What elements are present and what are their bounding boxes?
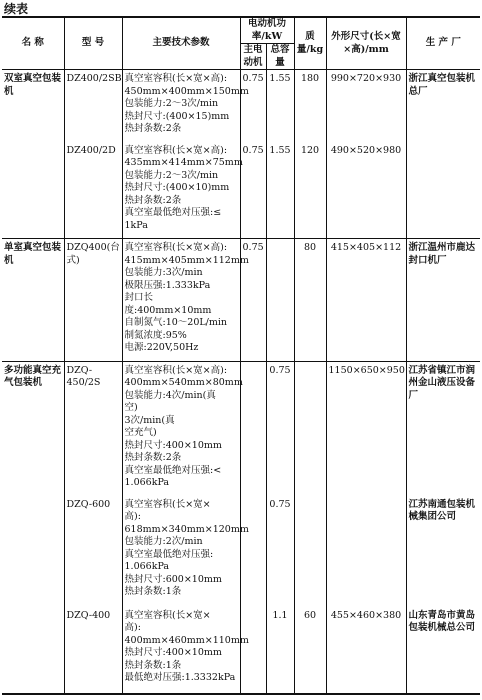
spec-line: 真空室容积(长×宽×高): — [124, 242, 228, 253]
spec-line: 400mm×460mm×110mm — [124, 634, 249, 646]
spec-line: 真空室最低绝对压强:≤ — [124, 207, 222, 218]
cell-total-capacity: 0.75 — [266, 361, 294, 496]
spec-line: 自制氮气:10～20L/min — [124, 317, 228, 328]
header-main-motor: 主电动机 — [240, 44, 266, 70]
cell-model: DZ400/2SB — [64, 70, 122, 142]
spec-line: 618mm×340mm×120mm — [124, 523, 249, 535]
header-name: 名 称 — [21, 37, 44, 49]
cell-name — [2, 142, 64, 239]
spec-line: 真空室最低绝对压强: — [124, 548, 214, 560]
spec-line: 真空室容积(长×宽×高): — [124, 144, 228, 156]
header-specs: 主要技术参数 — [122, 17, 240, 70]
spec-line: 热封尺寸:400×10mm — [124, 439, 222, 451]
spec-line: 最低绝对压强:1.3332kPa — [124, 672, 236, 683]
spec-line: 1kPa — [124, 219, 148, 231]
spec-line: 包装能力:3次/min — [124, 267, 203, 278]
cell-dimensions: 1150×650×950 — [326, 361, 406, 496]
cell-model: DZ400/2D — [64, 142, 122, 239]
cell-specs — [122, 496, 249, 607]
spec-line: 热封条数:1条 — [124, 586, 182, 597]
spec-line: 热封尺寸:(400×10)mm — [124, 182, 230, 193]
header-manufacturer: 生 产 厂 — [406, 17, 480, 70]
cell-total-capacity — [266, 239, 294, 362]
cell-main-motor: 0.75 — [240, 239, 266, 362]
spec-line: 热封尺寸:600×10mm — [124, 573, 222, 585]
header-motor-power: 电动机功率/kW — [240, 17, 294, 44]
cell-manufacturer — [406, 142, 480, 239]
spec-line: 高): — [124, 511, 141, 522]
cell-main-motor: 0.75 — [240, 70, 266, 142]
cell-manufacturer: 浙江真空包装机总厂 — [406, 70, 480, 142]
cell-dimensions — [326, 496, 406, 607]
cell-specs — [122, 142, 243, 239]
table-row — [2, 142, 480, 239]
spec-line: 热封条数:2条 — [124, 452, 182, 463]
cell-specs — [122, 361, 243, 496]
continuation-label: 续表 — [4, 2, 29, 16]
cell-mass: 180 — [294, 70, 326, 142]
table-row — [2, 239, 480, 362]
cell-model: DZQ-450/2S — [64, 361, 122, 496]
cell-mass: 120 — [294, 142, 326, 239]
spec-line: 高): — [124, 622, 141, 633]
cell-mass: 60 — [294, 607, 326, 694]
spec-line: 真空室容积(长×宽×高): — [124, 364, 228, 376]
spec-line: 热封条数:2条 — [124, 123, 182, 134]
spec-line: 热封条数:1条 — [124, 659, 182, 671]
spec-line: 400mm×540mm×80mm — [124, 377, 243, 388]
cell-main-motor: 0.75 — [240, 142, 266, 239]
cell-name — [2, 607, 64, 694]
spec-line: 热封尺寸:(400×15)mm — [124, 110, 230, 122]
spec-line: 真空室最低绝对压强:< — [124, 464, 222, 476]
cell-name — [2, 496, 64, 607]
table-body — [2, 70, 480, 694]
cell-model: DZQ-600 — [64, 496, 122, 607]
cell-manufacturer: 浙江温州市鹿达封口机厂 — [406, 239, 480, 362]
cell-model: DZQ-400 — [64, 607, 122, 694]
cell-total-capacity: 1.1 — [266, 607, 294, 694]
cell-mass — [294, 361, 326, 496]
cell-total-capacity: 0.75 — [266, 496, 294, 607]
cell-mass — [294, 496, 326, 607]
spec-line: 真空室容积(长×宽× — [124, 609, 211, 621]
spec-line: 真空室容积(长×宽×高): — [124, 73, 228, 84]
spec-line: 封口长度:400mm×10mm — [124, 292, 212, 316]
cell-specs — [122, 70, 249, 142]
table-row — [2, 70, 480, 142]
cell-dimensions: 990×720×930 — [326, 70, 406, 142]
spec-line: 包装能力:4次/min(真 — [124, 389, 216, 401]
spec-line: 包装能力:2次/min — [124, 536, 203, 547]
spec-line: 真空室容积(长×宽× — [124, 498, 211, 510]
table-row — [2, 361, 480, 496]
table-row — [2, 496, 480, 607]
cell-manufacturer: 江苏省镇江市润州金山液压设备厂 — [406, 361, 480, 496]
spec-line: 435mm×414mm×75mm — [124, 157, 243, 168]
cell-dimensions: 490×520×980 — [326, 142, 406, 239]
spec-line: 1.066kPa — [124, 477, 170, 488]
cell-specs — [122, 607, 249, 694]
header-total-capacity: 总容量 — [266, 44, 294, 70]
header-dimensions: 外形尺寸(长×宽×高)/mm — [326, 17, 406, 70]
spec-line: 电源:220V,50Hz — [124, 342, 199, 353]
equipment-table — [2, 16, 480, 695]
spec-line: 热封条数:2条 — [124, 194, 182, 206]
spec-line: 包装能力:2～3次/min — [124, 98, 219, 109]
cell-main-motor — [240, 607, 266, 694]
cell-dimensions: 415×405×112 — [326, 239, 406, 362]
cell-name: 单室真空包装机 — [2, 239, 64, 362]
spec-line: 制氮浓度:95% — [124, 329, 187, 341]
spec-line: 450mm×400mm×150mm — [124, 85, 249, 97]
spec-line: 热封尺寸:400×10mm — [124, 647, 222, 658]
cell-manufacturer: 江苏南通包装机械集团公司 — [406, 496, 480, 607]
cell-model: DZQ400(台式) — [64, 239, 122, 362]
cell-mass: 80 — [294, 239, 326, 362]
spec-line: 极限压强:1.333kPa — [124, 279, 211, 291]
cell-dimensions: 455×460×380 — [326, 607, 406, 694]
cell-main-motor — [240, 496, 266, 607]
cell-total-capacity: 1.55 — [266, 70, 294, 142]
header-mass: 质量/kg — [294, 17, 326, 70]
cell-manufacturer: 山东青岛市黄岛包装机械总公司 — [406, 607, 480, 694]
spec-line: 3次/min(真 — [124, 414, 175, 426]
cell-name: 双室真空包装机 — [4, 73, 62, 97]
spec-line: 415mm×405mm×112mm — [124, 254, 249, 266]
header-model: 型 号 — [64, 17, 122, 70]
spec-line: 空充气) — [124, 427, 157, 438]
spec-line: 1.066kPa — [124, 561, 170, 572]
cell-name: 多功能真空充气包装机 — [2, 361, 64, 496]
spec-line: 空) — [124, 402, 138, 413]
spec-line: 包装能力:2～3次/min — [124, 169, 219, 181]
cell-specs — [122, 239, 249, 362]
cell-main-motor — [240, 361, 266, 496]
cell-total-capacity: 1.55 — [266, 142, 294, 239]
table-row — [2, 607, 480, 694]
